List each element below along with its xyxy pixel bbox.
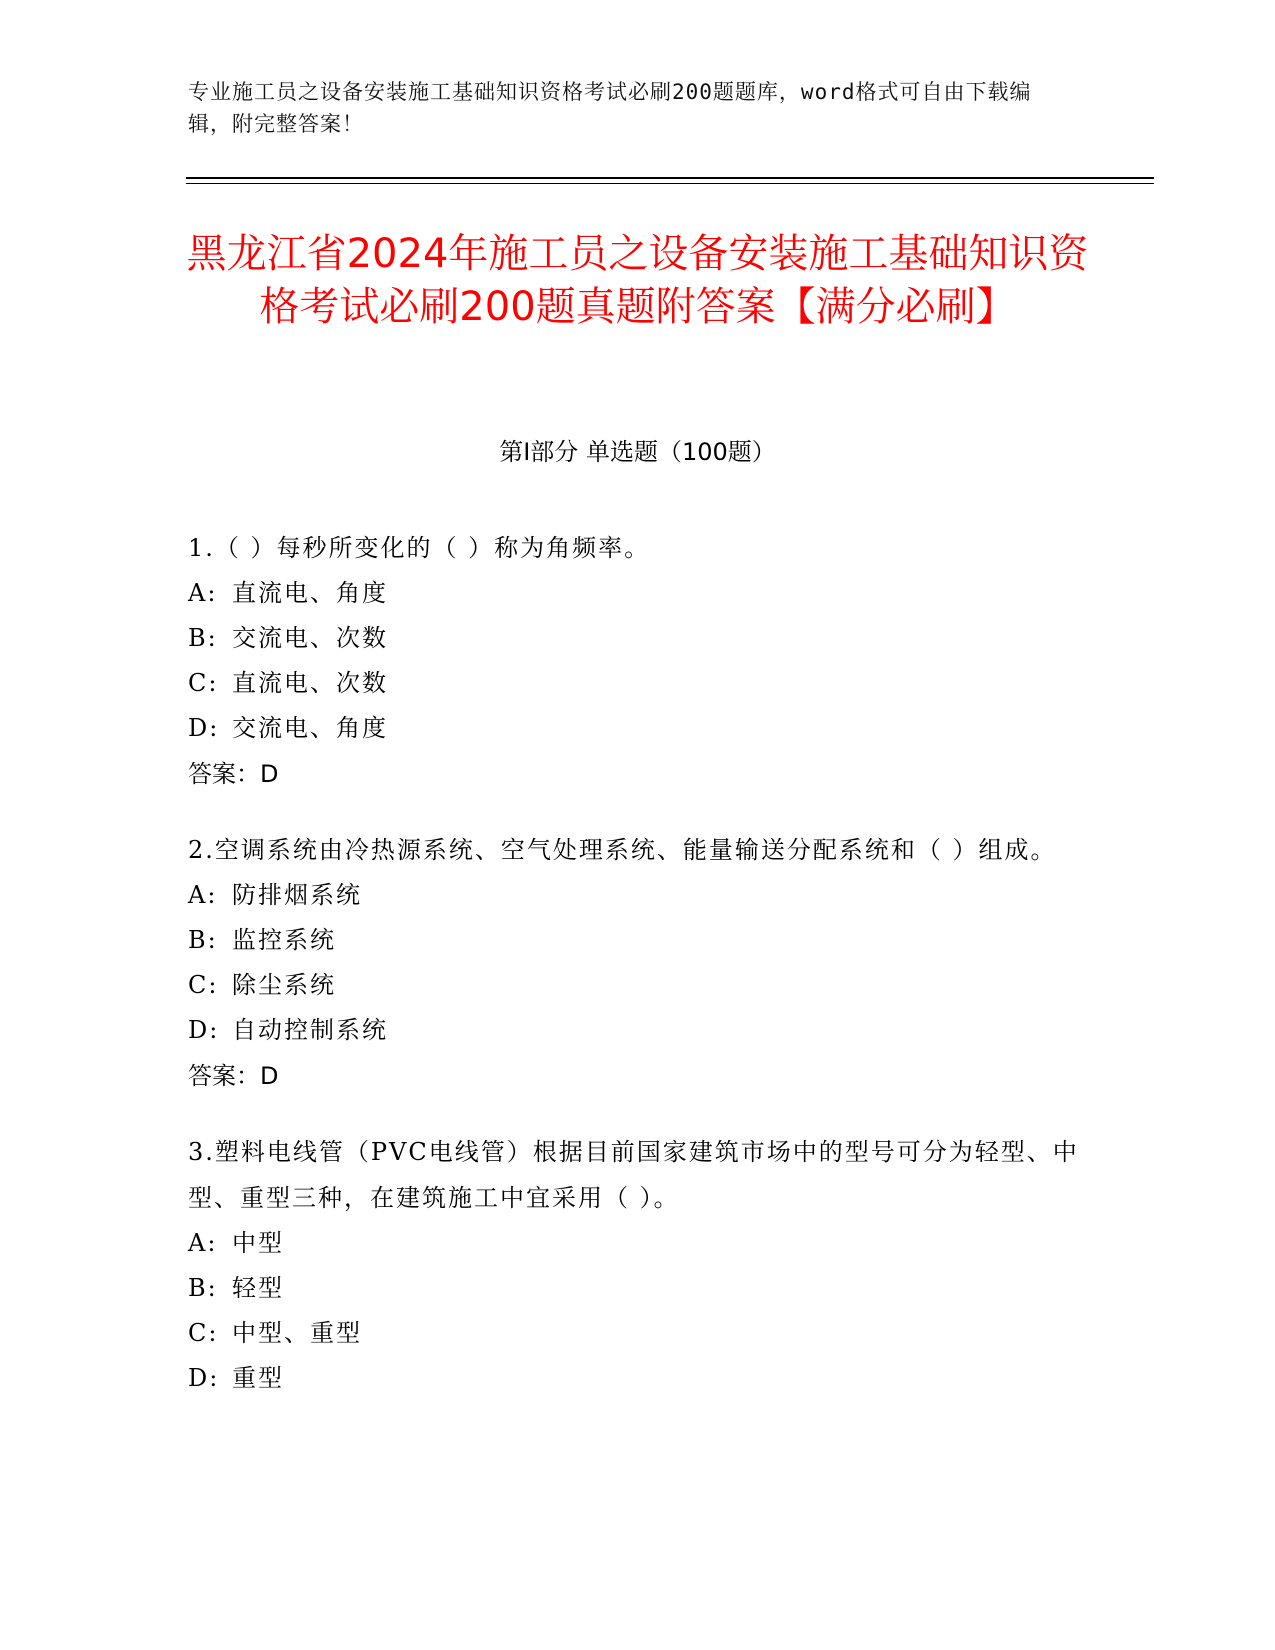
option-text: 直流电、次数 bbox=[232, 669, 388, 697]
option-text: 重型 bbox=[232, 1364, 284, 1392]
option-key: C: bbox=[188, 971, 219, 999]
option-c bbox=[188, 661, 1088, 706]
option-a bbox=[188, 571, 1088, 616]
question-stem: 2.空调系统由冷热源系统、空气处理系统、能量输送分配系统和（ ）组成。 bbox=[188, 836, 1057, 864]
answer-line: 答案：D bbox=[188, 1062, 279, 1090]
option-c bbox=[188, 1311, 1088, 1356]
question-1 bbox=[188, 525, 1088, 797]
option-text: 交流电、次数 bbox=[232, 624, 388, 652]
option-text: 轻型 bbox=[232, 1274, 284, 1302]
option-key: A: bbox=[188, 579, 218, 607]
option-text: 中型 bbox=[232, 1229, 284, 1257]
option-d bbox=[188, 1356, 1088, 1401]
option-key: A: bbox=[188, 881, 218, 909]
section-title: 第I部分 单选题（100题） bbox=[499, 438, 776, 466]
option-a bbox=[188, 1221, 1088, 1266]
option-c bbox=[188, 963, 1088, 1008]
option-text: 除尘系统 bbox=[232, 971, 336, 999]
option-key: B: bbox=[188, 1274, 218, 1302]
option-text: 监控系统 bbox=[232, 926, 336, 954]
option-key: D: bbox=[188, 1016, 220, 1044]
option-key: A: bbox=[188, 1229, 218, 1257]
option-text: 直流电、角度 bbox=[232, 579, 388, 607]
question-list bbox=[188, 525, 1088, 1431]
header-note: 专业施工员之设备安装施工基础知识资格考试必刷200题题库，word格式可自由下载编辑，附完整答案！ bbox=[188, 80, 1032, 136]
option-key: C: bbox=[188, 1319, 219, 1347]
option-text: 中型、重型 bbox=[232, 1319, 362, 1347]
question-stem: 1.（ ）每秒所变化的（ ）称为角频率。 bbox=[188, 534, 651, 562]
option-b bbox=[188, 918, 1088, 963]
question-3 bbox=[188, 1129, 1088, 1401]
header-rule-thin bbox=[186, 183, 1154, 184]
option-text: 交流电、角度 bbox=[232, 714, 388, 742]
option-key: B: bbox=[188, 926, 218, 954]
option-a bbox=[188, 873, 1088, 918]
option-d bbox=[188, 706, 1088, 751]
option-text: 自动控制系统 bbox=[232, 1016, 388, 1044]
option-key: D: bbox=[188, 1364, 220, 1392]
option-key: C: bbox=[188, 669, 219, 697]
option-key: B: bbox=[188, 624, 218, 652]
document-title: 黑龙江省2024年施工员之设备安装施工基础知识资格考试必刷200题真题附答案【满分必刷】 bbox=[186, 231, 1089, 330]
option-key: D: bbox=[188, 714, 220, 742]
header-rule-thick bbox=[186, 177, 1154, 179]
option-text: 防排烟系统 bbox=[232, 881, 362, 909]
question-stem: 3.塑料电线管（PVC电线管）根据目前国家建筑市场中的型号可分为轻型、中型、重型三种，在建筑施工中宜采用（ ）。 bbox=[188, 1138, 1079, 1212]
question-2 bbox=[188, 827, 1088, 1099]
option-b bbox=[188, 1266, 1088, 1311]
answer-line: 答案：D bbox=[188, 760, 279, 788]
option-b bbox=[188, 616, 1088, 661]
option-d bbox=[188, 1008, 1088, 1053]
